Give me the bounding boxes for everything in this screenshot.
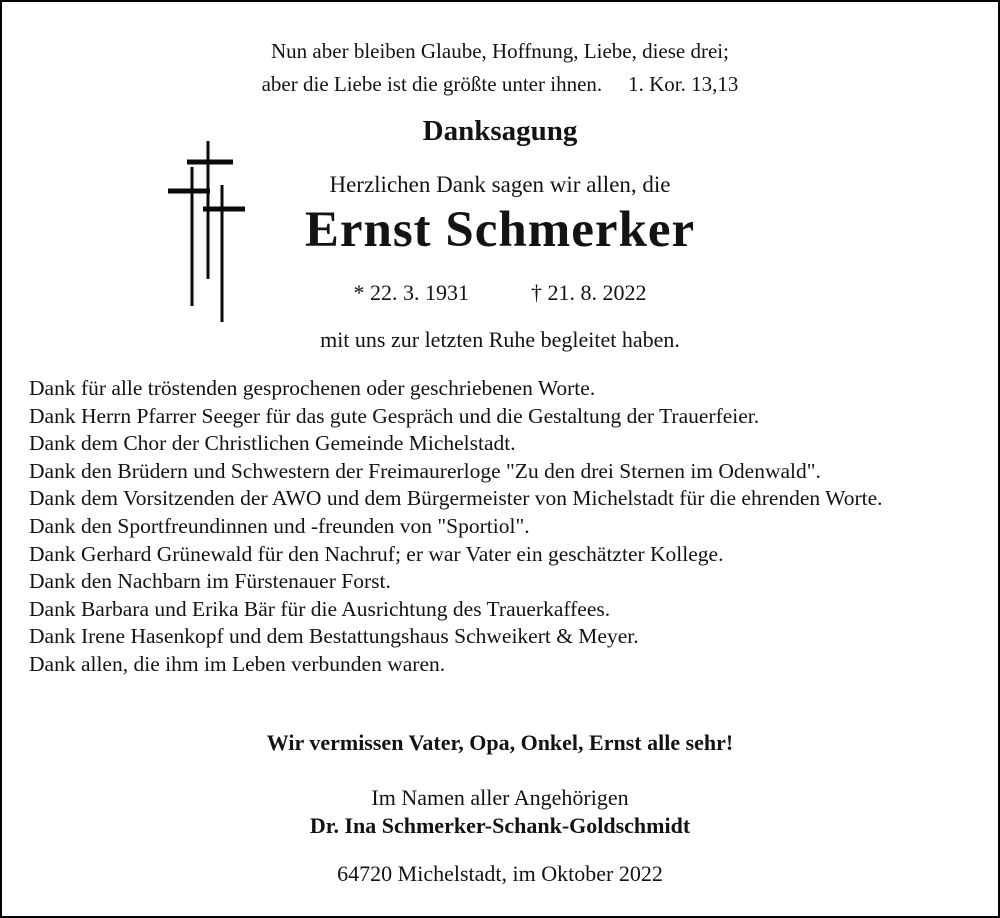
scripture-quote	[2, 35, 998, 101]
thanks-line: Dank den Nachbarn im Fürstenauer Forst.	[29, 569, 391, 594]
on-behalf-line: Im Namen aller Angehörigen	[371, 785, 629, 810]
thanks-line: Dank dem Vorsitzenden der AWO und dem Bürgermeister von Michelstadt für die ehrenden Worte.	[29, 486, 883, 511]
notice-title: Danksagung	[422, 115, 578, 147]
life-dates	[2, 280, 998, 306]
thanks-line: Dank für alle tröstenden gesprochenen oder geschriebenen Worte.	[29, 376, 596, 400]
thanks-list	[29, 375, 988, 679]
thanks-line: Dank allen, die ihm im Leben verbunden waren.	[29, 651, 446, 676]
thanks-line: Dank den Brüdern und Schwestern der Freimaurerloge "Zu den drei Sternen im Odenwald".	[29, 458, 821, 483]
intro-continued: mit uns zur letzten Ruhe begleitet haben.	[320, 327, 680, 352]
scripture-citation: 1. Kor. 13,13	[628, 72, 739, 96]
signatory-name: Dr. Ina Schmerker-Schank-Goldschmidt	[309, 813, 691, 838]
scripture-line-2-row	[2, 68, 998, 101]
intro-line: Herzlichen Dank sagen wir allen, die	[329, 172, 671, 197]
place-date-line: 64720 Michelstadt, im Oktober 2022	[337, 861, 663, 886]
closing-line: Wir vermissen Vater, Opa, Onkel, Ernst alle sehr!	[266, 730, 734, 755]
thanks-line: Dank Irene Hasenkopf und dem Bestattungshaus Schweikert & Meyer.	[29, 624, 639, 649]
deceased-name: Ernst Schmerker	[304, 202, 696, 258]
birth-date: * 22. 3. 1931	[353, 280, 469, 305]
thanks-line: Dank dem Chor der Christlichen Gemeinde Michelstadt.	[29, 431, 516, 456]
thanks-line: Dank den Sportfreundinnen und -freunden von "Sportiol".	[29, 513, 530, 538]
death-date: † 21. 8. 2022	[531, 280, 647, 305]
scripture-line-1: Nun aber bleiben Glaube, Hoffnung, Liebe, diese drei;	[271, 39, 729, 63]
scripture-line-2: aber die Liebe ist die größte unter ihnen.	[261, 72, 603, 96]
thanks-line: Dank Gerhard Grünewald für den Nachruf; er war Vater ein geschätzter Kollege.	[29, 541, 724, 566]
thanks-line: Dank Barbara und Erika Bär für die Ausrichtung des Trauerkaffees.	[29, 596, 611, 621]
thanks-line: Dank Herrn Pfarrer Seeger für das gute Gespräch und die Gestaltung der Trauerfeier.	[29, 403, 760, 428]
